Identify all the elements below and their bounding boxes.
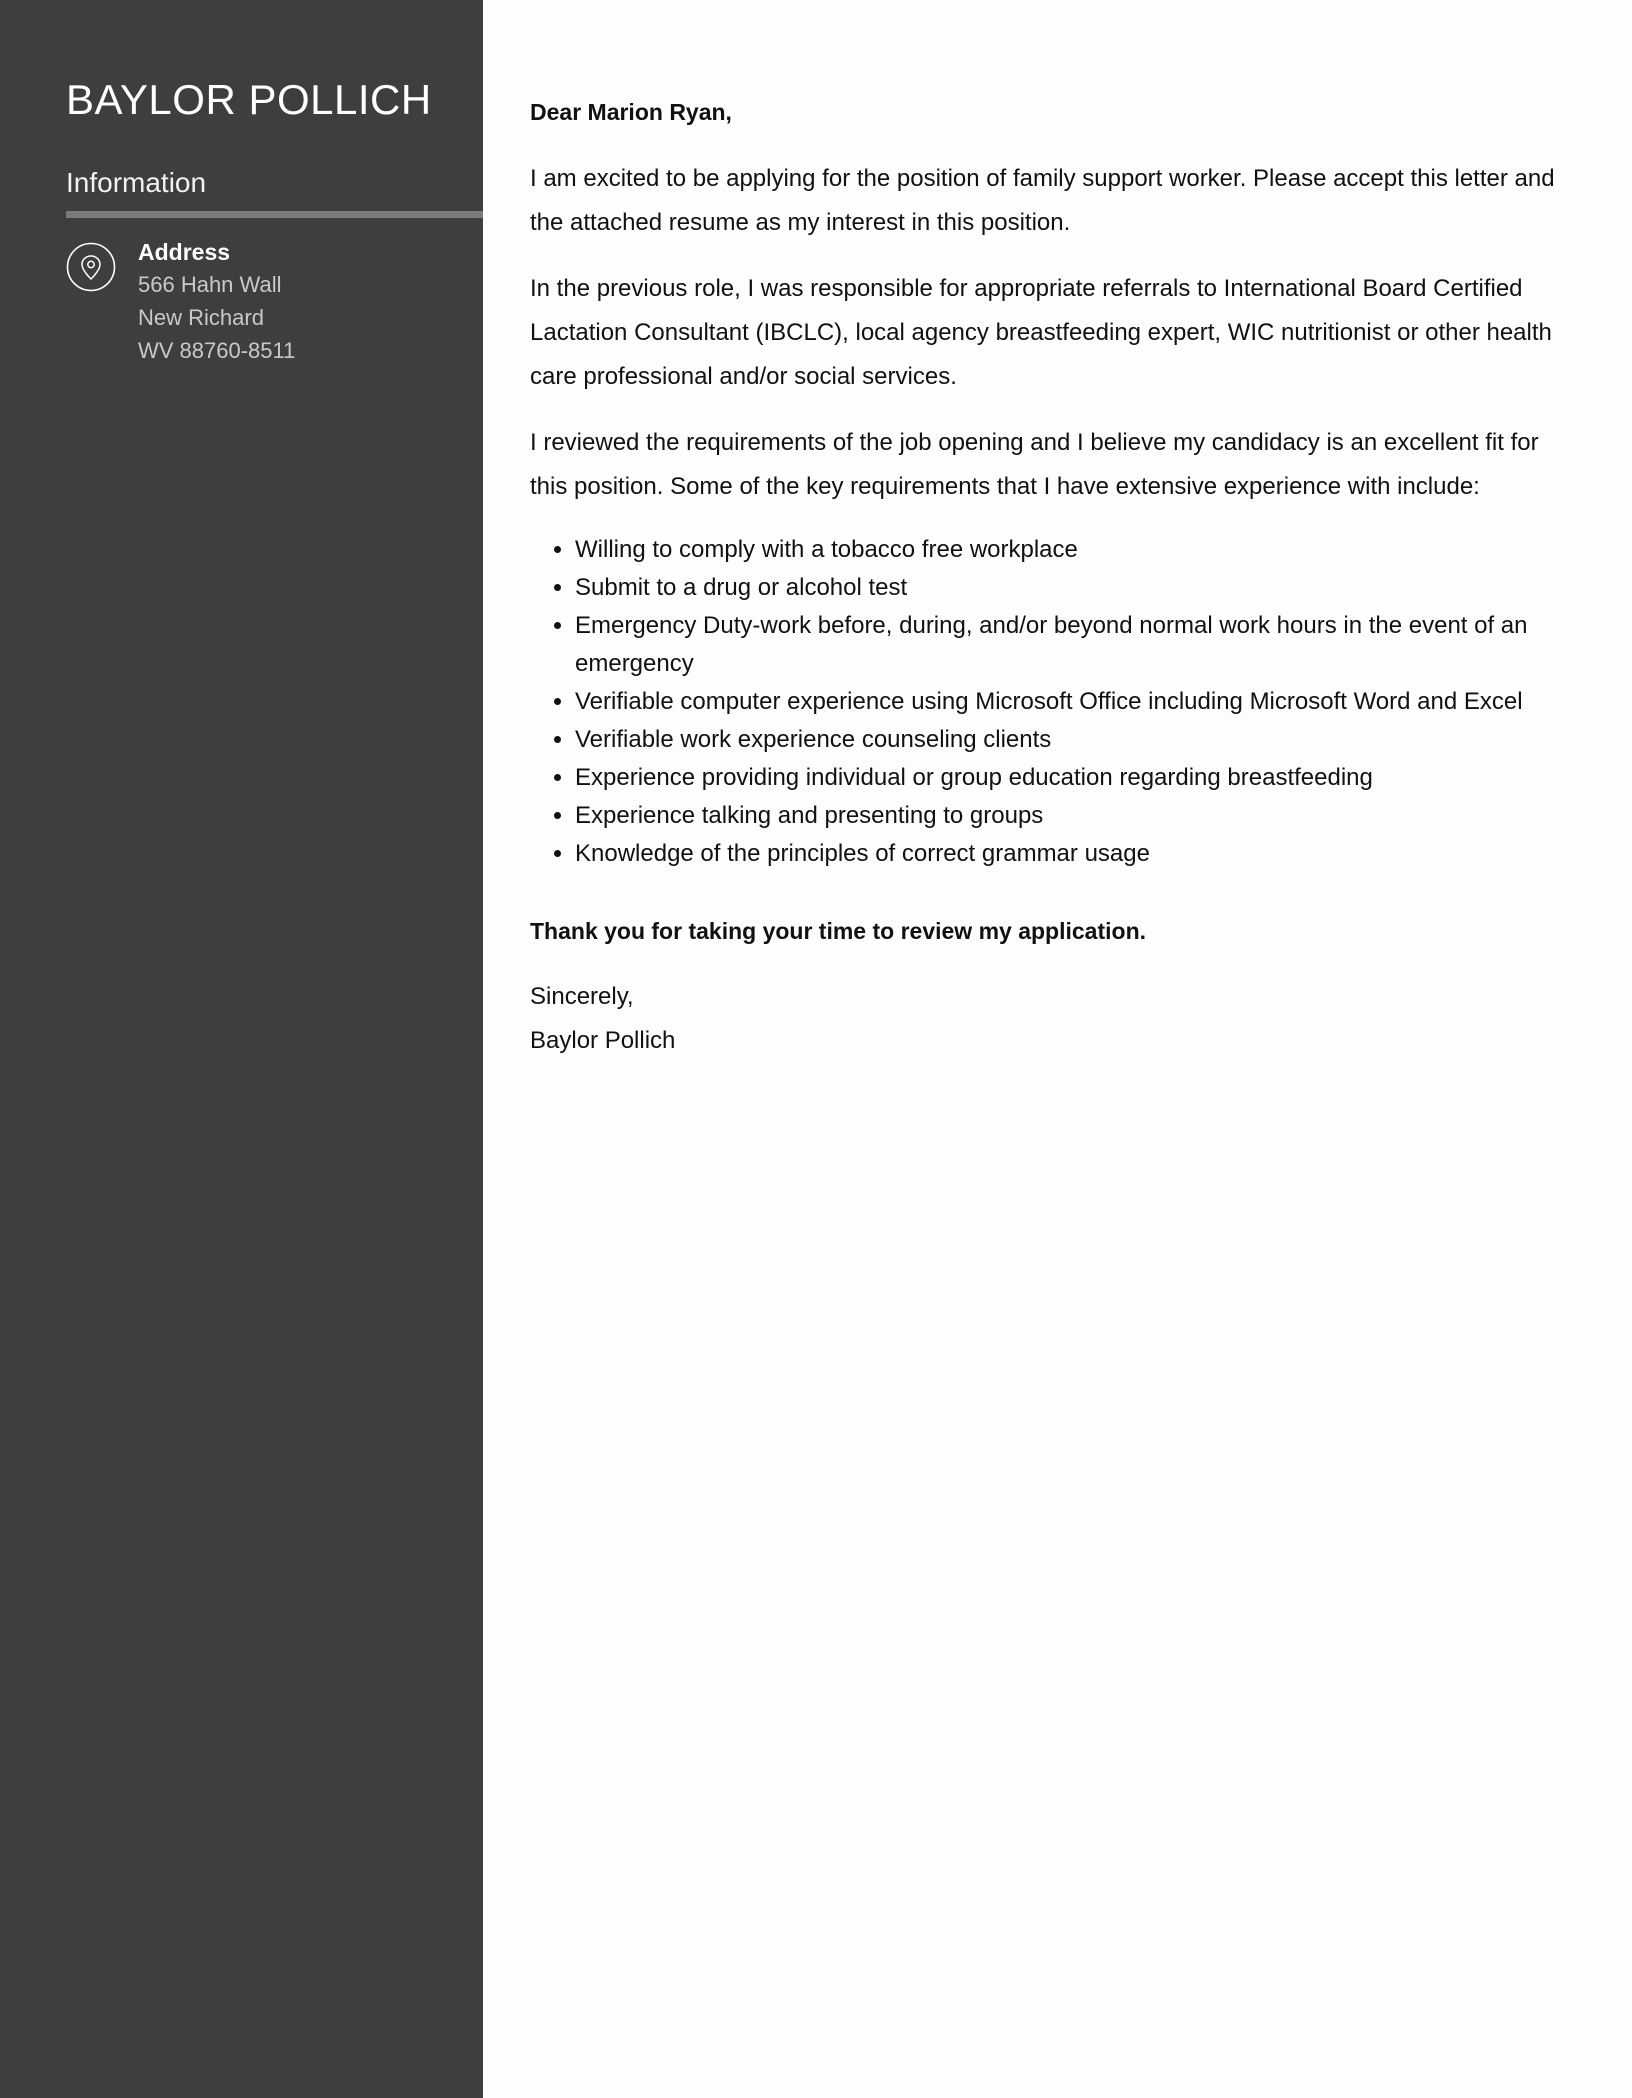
list-item: • Emergency Duty-work before, during, and/or beyond normal work hours in the event of an emergency: [575, 607, 1570, 683]
location-pin-icon: [66, 242, 116, 292]
list-item: • Submit to a drug or alcohol test: [575, 569, 1570, 607]
candidate-name: BAYLOR POLLICH: [66, 76, 432, 123]
list-item: • Experience talking and presenting to groups: [575, 797, 1570, 835]
address-block: [138, 236, 295, 367]
list-item: • Verifiable work experience counseling clients: [575, 721, 1570, 759]
closing-line: Thank you for taking your time to review my application.: [530, 918, 1147, 944]
address-city: New Richard: [138, 305, 264, 330]
address-label: Address: [138, 239, 231, 265]
list-item: • Knowledge of the principles of correct grammar usage: [575, 835, 1570, 873]
letter-body: [530, 92, 1570, 1063]
experience-paragraph: In the previous role, I was responsible for appropriate referrals to International Board Certified Lactation Consultant (IBCLC), local agency breastfeeding expert, WIC nutritionist or other health care professional and/or social services.: [530, 275, 1552, 390]
intro-paragraph: I am excited to be applying for the position of family support worker. Please accept this letter and the attached resume as my interest in this position.: [530, 165, 1555, 236]
list-item: • Experience providing individual or group education regarding breastfeeding: [575, 759, 1570, 797]
section-divider: [66, 211, 483, 218]
address-street: 566 Hahn Wall: [138, 272, 282, 297]
list-item: • Willing to comply with a tobacco free workplace: [575, 531, 1570, 569]
list-item: • Verifiable computer experience using Microsoft Office including Microsoft Word and Excel: [575, 683, 1570, 721]
requirements-paragraph: I reviewed the requirements of the job opening and I believe my candidacy is an excellent fit for this position. Some of the key requirements that I have extensive experience with include:: [530, 429, 1539, 500]
sidebar: [0, 0, 483, 2098]
salutation: Dear Marion Ryan,: [530, 99, 732, 125]
requirements-list: [530, 531, 1570, 873]
signature-name: Baylor Pollich: [530, 1027, 676, 1054]
address-state-zip: WV 88760-8511: [138, 338, 296, 363]
information-heading: Information: [66, 167, 207, 198]
signoff: Sincerely,: [530, 983, 634, 1010]
